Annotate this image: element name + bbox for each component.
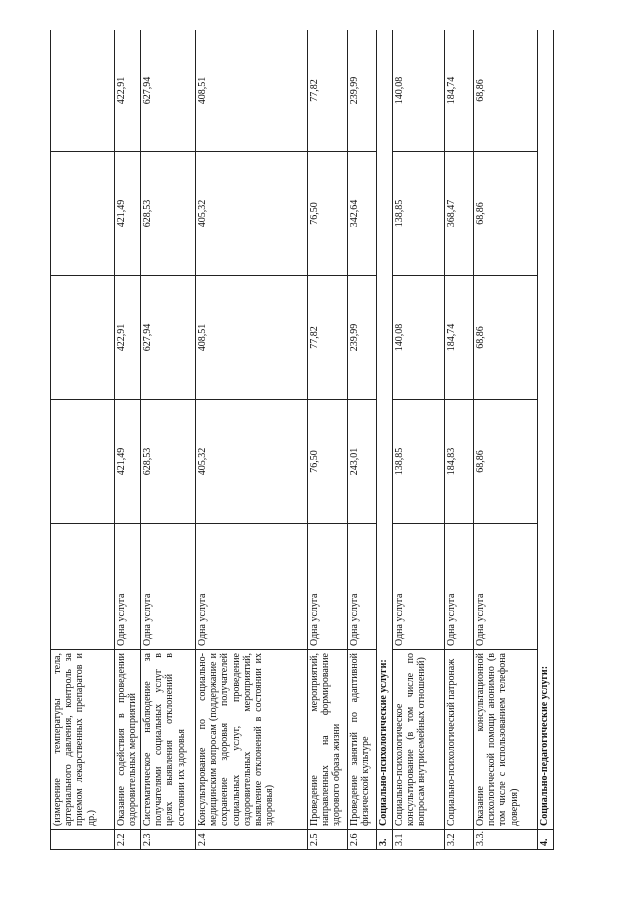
value-cell: 68,86 [474, 152, 538, 276]
row-number-cell: 2.6 [348, 830, 377, 850]
value-cell: 68,86 [474, 276, 538, 400]
value-cell: 628,53 [141, 152, 196, 276]
value-cell: 408,51 [196, 276, 308, 400]
rotated-content [50, 30, 590, 850]
value-cell: 76,50 [308, 152, 348, 276]
row-number-cell: 3.1 [393, 830, 445, 850]
unit-cell: Одна услуга [393, 524, 445, 650]
value-cell: 627,94 [141, 30, 196, 152]
value-cell: 627,94 [141, 276, 196, 400]
value-cell: 421,49 [115, 400, 141, 524]
row-number-cell [51, 830, 115, 850]
table-row [115, 30, 141, 850]
table-row [308, 30, 348, 850]
value-cell: 140,08 [393, 276, 445, 400]
section-title-cell: Социально-педагогические услуги: [538, 30, 554, 830]
table-row [445, 30, 474, 850]
table-row [474, 30, 538, 850]
value-cell: 422,91 [115, 30, 141, 152]
value-cell: 368,47 [445, 152, 474, 276]
unit-cell: Одна услуга [308, 524, 348, 650]
table-row [377, 30, 393, 850]
unit-cell: Одна услуга [196, 524, 308, 650]
table-row [141, 30, 196, 850]
section-title-cell: Социально-психологические услуги: [377, 30, 393, 830]
value-cell: 68,86 [474, 400, 538, 524]
table-row [393, 30, 445, 850]
table-row [51, 30, 115, 850]
unit-cell: Одна услуга [115, 524, 141, 650]
value-cell: 138,85 [393, 400, 445, 524]
row-number-cell: 2.3 [141, 830, 196, 850]
service-name-cell: Проведение мероприятий, направленных на формирование здорового образа жизни [308, 650, 348, 830]
tariff-table [50, 30, 554, 850]
value-cell: 408,51 [196, 30, 308, 152]
table-row [348, 30, 377, 850]
service-name-cell: Социально-психологический патронаж [445, 650, 474, 830]
service-name-cell: Консультирование по социально-медицинским вопросам (поддержание и сохранение здоровья получателей социальных услуг, проведение оздоровительных мероприятий, выявление отклонений в состоянии их здоровья) [196, 650, 308, 830]
unit-cell: Одна услуга [141, 524, 196, 650]
unit-cell [51, 524, 115, 650]
value-cell: 239,99 [348, 276, 377, 400]
value-cell: 138,85 [393, 152, 445, 276]
value-cell [51, 152, 115, 276]
value-cell: 140,08 [393, 30, 445, 152]
unit-cell: Одна услуга [348, 524, 377, 650]
value-cell: 342,64 [348, 152, 377, 276]
value-cell: 184,74 [445, 30, 474, 152]
value-cell [51, 30, 115, 152]
unit-cell: Одна услуга [474, 524, 538, 650]
row-number-cell: 2.4 [196, 830, 308, 850]
service-name-cell: (измерение температуры тела, артериального давления, контроль за приемом лекарственных препаратов и др.) [51, 650, 115, 830]
table-row [538, 30, 554, 850]
row-number-cell: 2.5 [308, 830, 348, 850]
value-cell: 405,32 [196, 152, 308, 276]
rotated-page [50, 30, 590, 850]
value-cell: 184,74 [445, 276, 474, 400]
table-body [51, 30, 554, 850]
section-number-cell: 3. [377, 830, 393, 850]
service-name-cell: Систематическое наблюдение за получателями социальных услуг в целях выявления отклонений в состоянии их здоровья [141, 650, 196, 830]
value-cell [51, 400, 115, 524]
value-cell: 239,99 [348, 30, 377, 152]
section-number-cell: 4. [538, 830, 554, 850]
unit-cell: Одна услуга [445, 524, 474, 650]
table-row [196, 30, 308, 850]
service-name-cell: Оказание консультационной психологической помощи анонимно (в том числе с использованием телефона доверия) [474, 650, 538, 830]
value-cell: 77,82 [308, 30, 348, 152]
service-name-cell: Социально-психологическое консультирование (в том числе по вопросам внутрисемейных отношений) [393, 650, 445, 830]
value-cell: 422,91 [115, 276, 141, 400]
value-cell: 68,86 [474, 30, 538, 152]
service-name-cell: Проведение занятий по адаптивной физической культуре [348, 650, 377, 830]
row-number-cell: 2.2 [115, 830, 141, 850]
row-number-cell: 3.3. [474, 830, 538, 850]
value-cell [51, 276, 115, 400]
service-name-cell: Оказание содействия в проведении оздоровительных мероприятий [115, 650, 141, 830]
value-cell: 76,50 [308, 400, 348, 524]
value-cell: 405,32 [196, 400, 308, 524]
value-cell: 421,49 [115, 152, 141, 276]
row-number-cell: 3.2 [445, 830, 474, 850]
value-cell: 243,01 [348, 400, 377, 524]
value-cell: 628,53 [141, 400, 196, 524]
value-cell: 184,83 [445, 400, 474, 524]
value-cell: 77,82 [308, 276, 348, 400]
